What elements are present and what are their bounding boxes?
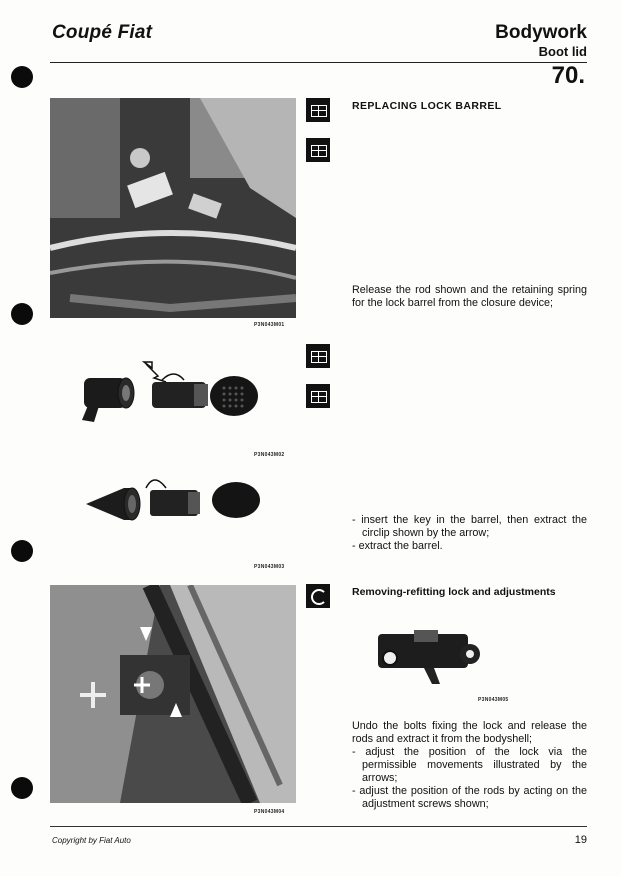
footer-rule (50, 826, 587, 827)
binder-hole (11, 777, 33, 799)
heading-replacing-lock-barrel: REPLACING LOCK BARREL (352, 100, 502, 112)
binder-hole (11, 540, 33, 562)
subsection-title: Boot lid (538, 44, 587, 59)
figure-caption: P3N043M05 (478, 697, 509, 703)
figure-lock-mechanism (374, 624, 486, 688)
adjust-icon (306, 584, 330, 608)
binder-hole (11, 303, 33, 325)
figure-caption: P3N043M02 (254, 452, 285, 458)
dismantle-icon (306, 344, 330, 368)
binder-hole (11, 66, 33, 88)
figure-lock-bodyshell-photo (50, 585, 296, 803)
manual-brand: Coupé Fiat (52, 22, 153, 43)
figure-caption: P3N043M04 (254, 809, 285, 815)
list-item: - extract the barrel. (352, 540, 443, 552)
list-item: - adjust the position of the rods by acting on the adjustment screws shown; (352, 785, 587, 810)
steps-removing (352, 746, 587, 811)
paragraph-undo-bolts: Undo the bolts fixing the lock and release the rods and extract it from the bodyshell; (352, 720, 587, 745)
page-number: 19 (574, 834, 587, 846)
paragraph-release-rod: Release the rod shown and the retaining spring for the lock barrel from the closure device; (352, 284, 587, 309)
dismantle-icon (306, 138, 330, 162)
header-rule (50, 62, 587, 63)
dismantle-icon (306, 98, 330, 122)
list-item: - insert the key in the barrel, then extract the circlip shown by the arrow; (352, 514, 587, 539)
figure-barrel-key (74, 358, 264, 428)
figure-caption: P3N043M03 (254, 564, 285, 570)
section-title: Bodywork (495, 22, 587, 43)
copyright-notice: Copyright by Fiat Auto (52, 836, 131, 845)
figure-caption: P3N043M01 (254, 322, 285, 328)
steps-replacing (352, 514, 587, 553)
list-item: - adjust the position of the lock via the permissible movements illustrated by the arrows; (352, 746, 587, 784)
dismantle-icon (306, 384, 330, 408)
heading-removing-refitting: Removing-refitting lock and adjustments (352, 586, 556, 598)
chapter-number: 70. (551, 62, 585, 89)
figure-barrel-circlip (84, 474, 264, 534)
figure-lock-rod-photo (50, 98, 296, 318)
